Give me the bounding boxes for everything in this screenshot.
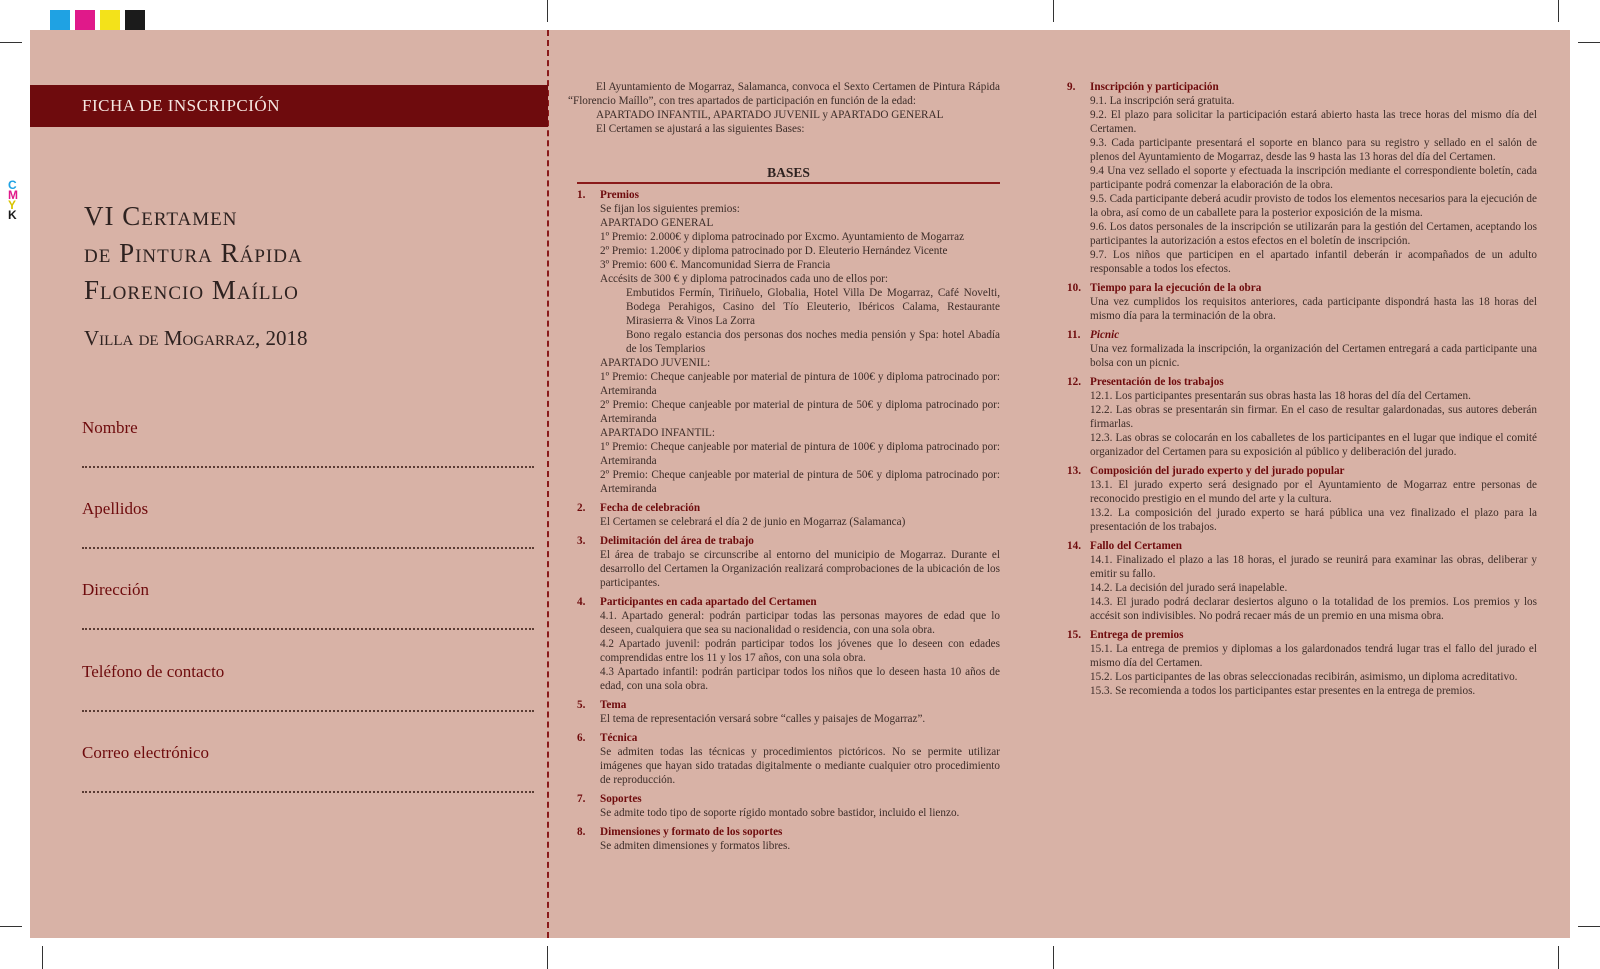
rule-line: 9.5. Cada participante deberá acudir provisto de todos los elementos necesarios para la ejecución de la obra, así como de un caballete para la posterior exposición de la misma. xyxy=(1090,193,1537,219)
rule-item xyxy=(577,595,1000,693)
rule-body xyxy=(600,548,1000,590)
field-correo xyxy=(82,743,534,793)
field-apellidos xyxy=(82,499,534,549)
rule-title: Tema xyxy=(600,699,627,711)
rule-title: Entrega de premios xyxy=(1090,629,1184,641)
crop-mark xyxy=(0,926,22,927)
rule-line: 2º Premio: 1.200€ y diploma patrocinado por D. Eleuterio Hernández Vicente xyxy=(600,245,948,257)
rule-line: 12.1. Los participantes presentarán sus obras hasta las 18 horas del día del Certamen. xyxy=(1090,390,1471,402)
rule-body xyxy=(600,745,1000,787)
rule-title: Delimitación del área de trabajo xyxy=(600,535,754,547)
rule-line: 1º Premio: 2.000€ y diploma patrocinado por Excmo. Ayuntamiento de Mogarraz xyxy=(600,231,965,243)
brochure-sheet xyxy=(30,30,1570,938)
rule-body xyxy=(600,609,1000,693)
rule-body xyxy=(600,515,1000,529)
rule-number: 3. xyxy=(577,535,586,547)
rule-title: Participantes en cada apartado del Certamen xyxy=(600,596,817,608)
nombre-input-line[interactable] xyxy=(82,466,534,468)
rule-line: 9.7. Los niños que participen en el apartado infantil deberán ir acompañados de un adulto responsable a todos los efectos. xyxy=(1090,249,1537,275)
rule-body xyxy=(600,806,1000,820)
rules-column-right xyxy=(1067,80,1537,703)
cmyk-letter-k: K xyxy=(8,208,17,222)
intro-text xyxy=(568,80,1000,136)
bases-divider xyxy=(577,182,1000,184)
rule-line: Se admiten dimensiones y formatos libres. xyxy=(600,840,791,852)
field-label: Correo electrónico xyxy=(82,743,209,762)
rule-title: Inscripción y participación xyxy=(1090,81,1219,93)
rule-line: 14.2. La decisión del jurado será inapelable. xyxy=(1090,582,1288,594)
rule-item xyxy=(1067,80,1537,276)
rules-column-middle xyxy=(577,188,1000,858)
rule-line: 12.2. Las obras se presentarán sin firmar. En el caso de resultar galardonadas, sus autores deberán firmarlas. xyxy=(1090,404,1537,430)
correo-input-line[interactable] xyxy=(82,791,534,793)
crop-mark xyxy=(1558,946,1559,969)
field-label: Teléfono de contacto xyxy=(82,662,225,681)
rule-item xyxy=(577,825,1000,853)
rule-number: 14. xyxy=(1067,540,1081,552)
rule-body xyxy=(1090,642,1537,698)
rule-number: 9. xyxy=(1067,81,1076,93)
rule-item xyxy=(577,501,1000,529)
rule-title: Premios xyxy=(600,189,639,201)
field-label: Dirección xyxy=(82,580,150,599)
cmyk-letter-c: C xyxy=(8,178,17,192)
crop-mark xyxy=(1578,42,1600,43)
rule-line: 2º Premio: Cheque canjeable por material de pintura de 50€ y diploma patrocinado por: Artemiranda xyxy=(600,399,1000,425)
rule-item xyxy=(1067,281,1537,323)
field-label: Nombre xyxy=(82,418,138,437)
fold-line xyxy=(547,30,549,938)
rule-body xyxy=(600,712,1000,726)
intro-paragraph: APARTADO INFANTIL, APARTADO JUVENIL y APARTADO GENERAL xyxy=(596,109,944,121)
rule-body xyxy=(1090,94,1537,276)
rule-title: Picnic xyxy=(1090,329,1120,341)
rule-item xyxy=(1067,539,1537,623)
rule-title: Soportes xyxy=(600,793,642,805)
rule-line: 9.6. Los datos personales de la inscripción se utilizarán para la gestión del Certamen, aceptando los participantes la autorización a estos efectos en el boletín de inscripción. xyxy=(1090,221,1537,247)
rule-line: 9.3. Cada participante presentará el soporte en blanco para su registro y sellado en el salón de plenos del Ayuntamiento de Mogarraz, desde las 9 hasta las 13 horas del día del Certamen. xyxy=(1090,137,1537,163)
rule-number: 8. xyxy=(577,826,586,838)
event-title-line: VI Certamen xyxy=(84,201,238,231)
rule-item xyxy=(1067,464,1537,534)
crop-mark xyxy=(0,42,22,43)
rule-body xyxy=(1090,342,1537,370)
crop-mark xyxy=(547,0,548,22)
rule-item xyxy=(577,698,1000,726)
rule-line: 13.1. El jurado experto será designado por el Ayuntamiento de Mogarraz entre personas de reconocido prestigio en el mundo del arte y la cultura. xyxy=(1090,479,1537,505)
rule-item xyxy=(577,534,1000,590)
rule-item xyxy=(577,792,1000,820)
rule-title: Composición del jurado experto y del jurado popular xyxy=(1090,465,1345,477)
rule-line: 4.1. Apartado general: podrán participar todas las personas mayores de edad que lo deseen, cualquiera que sea su nacionalidad o residencia, con una sola obra. xyxy=(600,610,1000,636)
rule-line: APARTADO JUVENIL: xyxy=(600,357,711,369)
rule-line: 4.2 Apartado juvenil: podrán participar todos los jóvenes que lo deseen con edades comprendidas entre los 11 y los 17 años, con una sola obra. xyxy=(600,638,1000,664)
rule-line: Se admite todo tipo de soporte rígido montado sobre bastidor, incluido el lienzo. xyxy=(600,807,960,819)
banner-title: FICHA DE INSCRIPCIÓN xyxy=(82,96,280,115)
field-label: Apellidos xyxy=(82,499,149,518)
registration-banner xyxy=(30,85,548,127)
rule-body xyxy=(1090,478,1537,534)
rule-line: El tema de representación versará sobre “calles y paisajes de Mogarraz”. xyxy=(600,713,926,725)
cmyk-letter-y: Y xyxy=(8,198,17,212)
rule-line: Accésits de 300 € y diploma patrocinados cada uno de ellos por: xyxy=(600,273,889,285)
cmyk-magenta-swatch xyxy=(75,10,95,30)
rule-title: Dimensiones y formato de los soportes xyxy=(600,826,783,838)
rule-number: 7. xyxy=(577,793,586,805)
rule-body xyxy=(600,839,1000,853)
rule-line: APARTADO INFANTIL: xyxy=(600,427,715,439)
rule-number: 10. xyxy=(1067,282,1081,294)
crop-mark xyxy=(1578,926,1600,927)
field-nombre xyxy=(82,418,534,468)
crop-mark xyxy=(547,946,548,969)
rule-line: 1º Premio: Cheque canjeable por material de pintura de 100€ y diploma patrocinado por: Artemiranda xyxy=(600,371,1000,397)
cmyk-cyan-swatch xyxy=(50,10,70,30)
rule-title: Presentación de los trabajos xyxy=(1090,376,1224,388)
rule-number: 15. xyxy=(1067,629,1081,641)
rule-line: 15.3. Se recomienda a todos los participantes estar presentes en la entrega de premios. xyxy=(1090,685,1476,697)
rule-number: 2. xyxy=(577,502,586,514)
rule-number: 1. xyxy=(577,189,586,201)
rule-item xyxy=(577,731,1000,787)
field-direccion xyxy=(82,580,534,630)
event-title-line: Florencio Maíllo xyxy=(84,275,299,305)
rule-line: 2º Premio: Cheque canjeable por material de pintura de 50€ y diploma patrocinado por: Artemiranda xyxy=(600,469,1000,495)
rule-line: Una vez cumplidos los requisitos anteriores, cada participante dispondrá hasta las 18 horas del mismo día para la terminación de la obra. xyxy=(1090,296,1537,322)
rule-line: 14.3. El jurado podrá declarar desiertos alguno o la totalidad de los premios. Los premios y los accésit son indivisibles. No podrá recaer más de un premio en una misma obra. xyxy=(1090,596,1537,622)
rule-item xyxy=(1067,375,1537,459)
cmyk-side-label xyxy=(8,180,18,220)
rule-line: 1º Premio: Cheque canjeable por material de pintura de 100€ y diploma patrocinado por: Artemiranda xyxy=(600,441,1000,467)
rule-body xyxy=(1090,295,1537,323)
event-subtitle: Villa de Mogarraz, 2018 xyxy=(84,326,308,350)
field-telefono xyxy=(82,662,534,712)
rule-line: 15.1. La entrega de premios y diplomas a los galardonados tendrá lugar tras el fallo del jurado el mismo día del Certamen. xyxy=(1090,643,1537,669)
rule-line: El Certamen se celebrará el día 2 de junio en Mogarraz (Salamanca) xyxy=(600,516,906,528)
rule-line: 9.2. El plazo para solicitar la participación estará abierto hasta las trece horas del mismo día del Certamen. xyxy=(1090,109,1537,135)
rule-line: Se admiten todas las técnicas y procedimientos pictóricos. No se permite utilizar imágenes que hayan sido tratadas digitalmente o mediante cualquier otro procedimiento de reproducción. xyxy=(600,746,1000,786)
crop-mark xyxy=(1053,946,1054,969)
crop-mark xyxy=(1558,0,1559,22)
rule-number: 6. xyxy=(577,732,586,744)
rule-title: Fallo del Certamen xyxy=(1090,540,1182,552)
crop-mark xyxy=(1053,0,1054,22)
rule-line: 9.4 Una vez sellado el soporte y efectuada la inscripción mediante el correspondiente boletín, cada participante podrá comenzar la elaboración de la obra. xyxy=(1090,165,1537,191)
rule-title: Técnica xyxy=(600,732,638,744)
cmyk-yellow-swatch xyxy=(100,10,120,30)
rule-body xyxy=(1090,553,1537,623)
rule-number: 11. xyxy=(1067,329,1081,341)
intro-paragraph: El Ayuntamiento de Mogarraz, Salamanca, convoca el Sexto Certamen de Pintura Rápida “Florencio Maíllo”, con tres apartados de participación en función de la edad: xyxy=(568,81,1000,107)
rule-line: 15.2. Los participantes de las obras seleccionadas recibirán, asimismo, un diploma acreditativo. xyxy=(1090,671,1518,683)
rule-line: Embutidos Fermín, Tiriñuelo, Globalia, Hotel Villa De Mogarraz, Café Novelti, Bodega Perahigos, Casino del Tío Eleuterio, Ibéricos Calama, Restaurante Mirasierra & Vinos La Zorra xyxy=(626,287,1000,327)
apellidos-input-line[interactable] xyxy=(82,547,534,549)
rule-line: 13.2. La composición del jurado experto se hará pública una vez finalizado el plazo para la presentación de los trabajos. xyxy=(1090,507,1537,533)
rule-item xyxy=(577,188,1000,496)
rule-line: 12.3. Las obras se colocarán en los caballetes de los participantes en el lugar que indique el comité organizador del Certamen para su exposición al público y deliberación del jurado. xyxy=(1090,432,1537,458)
rule-number: 4. xyxy=(577,596,586,608)
crop-mark xyxy=(42,946,43,969)
rule-number: 13. xyxy=(1067,465,1081,477)
rule-line: APARTADO GENERAL xyxy=(600,217,714,229)
rule-line: 14.1. Finalizado el plazo a las 18 horas, el jurado se reunirá para examinar las obras, deliberar y emitir su fallo. xyxy=(1090,554,1537,580)
cmyk-black-swatch xyxy=(125,10,145,30)
rule-line: Se fijan los siguientes premios: xyxy=(600,203,740,215)
bases-heading: BASES xyxy=(767,165,810,180)
rule-line: Bono regalo estancia dos personas dos noches media pensión y Spa: hotel Abadía de los Templarios xyxy=(626,329,1000,355)
rule-item xyxy=(1067,628,1537,698)
rule-title: Tiempo para la ejecución de la obra xyxy=(1090,282,1262,294)
rule-body xyxy=(600,202,1000,496)
rule-body xyxy=(1090,389,1537,459)
rule-line: 4.3 Apartado infantil: podrán participar todos los niños que lo deseen hasta 10 años de edad, con una sola obra. xyxy=(600,666,1000,692)
rule-line: 3º Premio: 600 €. Mancomunidad Sierra de Francia xyxy=(600,259,831,271)
rule-title: Fecha de celebración xyxy=(600,502,701,514)
rule-line: Una vez formalizada la inscripción, la organización del Certamen entregará a cada participante una bolsa con un picnic. xyxy=(1090,343,1537,369)
rule-number: 5. xyxy=(577,699,586,711)
direccion-input-line[interactable] xyxy=(82,628,534,630)
cmyk-letter-m: M xyxy=(8,188,18,202)
rule-number: 12. xyxy=(1067,376,1081,388)
rule-line: 9.1. La inscripción será gratuita. xyxy=(1090,95,1235,107)
event-title-line: de Pintura Rápida xyxy=(84,238,303,268)
telefono-input-line[interactable] xyxy=(82,710,534,712)
intro-paragraph: El Certamen se ajustará a las siguientes Bases: xyxy=(596,123,805,135)
rule-line: El área de trabajo se circunscribe al entorno del municipio de Mogarraz. Durante el desarrollo del Certamen la Organización realizará comprobaciones de la ubicación de los participantes. xyxy=(600,549,1000,589)
event-title xyxy=(84,198,303,309)
rule-item xyxy=(1067,328,1537,370)
